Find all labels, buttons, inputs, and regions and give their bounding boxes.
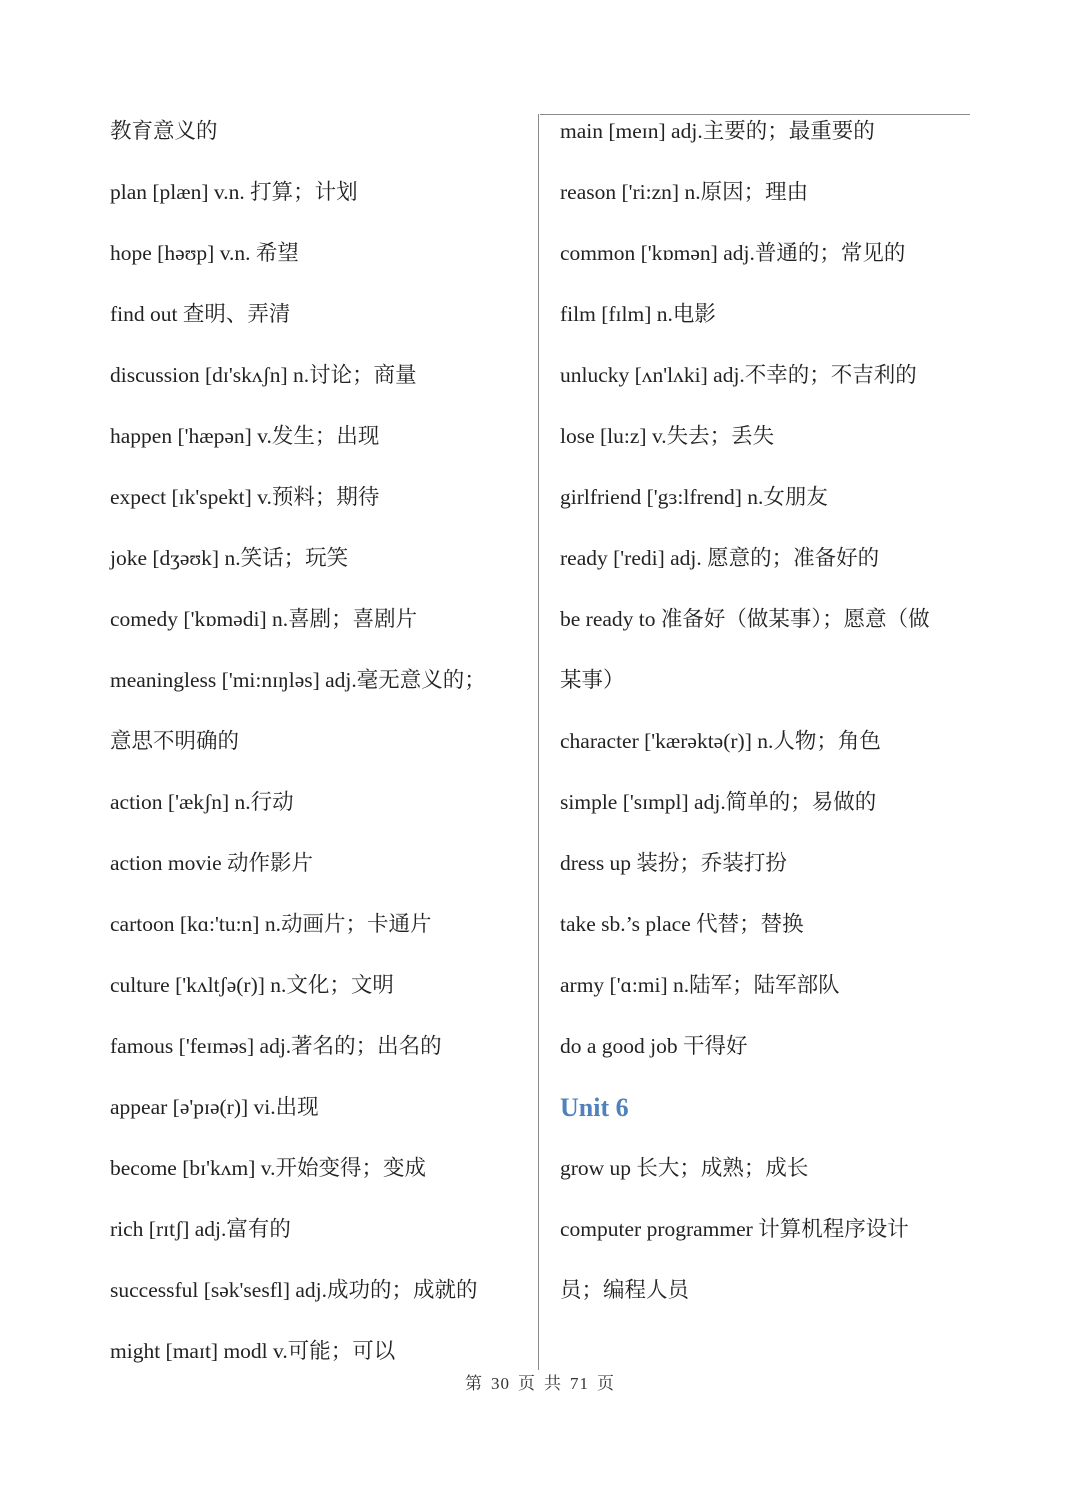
- vocab-line: [560, 833, 975, 894]
- vocab-text: rich [rɪtʃ] adj.富有的: [110, 1217, 291, 1241]
- vocab-line: [560, 406, 975, 467]
- vocab-line: [110, 1077, 530, 1138]
- vocab-text: joke [dʒəʊk] n.笑话；玩笑: [110, 546, 349, 570]
- vocab-line: [560, 1199, 975, 1260]
- vocab-text: action movie 动作影片: [110, 851, 314, 875]
- page-footer: [0, 1369, 1080, 1394]
- vocab-text: ready ['redi] adj. 愿意的；准备好的: [560, 546, 880, 570]
- vocab-text: 某事）: [560, 668, 625, 692]
- vocab-text: take sb.’s place 代替；替换: [560, 912, 804, 936]
- vocab-text: meaningless ['mi:nɪŋləs] adj.毫无意义的；: [110, 668, 486, 692]
- vocab-text: culture ['kʌltʃə(r)] n.文化；文明: [110, 973, 394, 997]
- vocab-text: army ['ɑ:mi] n.陆军；陆军部队: [560, 973, 840, 997]
- footer-prefix: 第: [465, 1374, 483, 1393]
- vocab-line: [110, 101, 530, 162]
- vocab-line: [110, 894, 530, 955]
- vocab-text: film [fɪlm] n.电影: [560, 302, 716, 326]
- vocab-line: [560, 284, 975, 345]
- vocab-text: find out 查明、弄清: [110, 302, 291, 326]
- vocab-text: do a good job 干得好: [560, 1034, 748, 1058]
- vocab-line: [560, 528, 975, 589]
- vocab-line: [110, 467, 530, 528]
- vocab-text: 教育意义的: [110, 119, 218, 143]
- vocab-line: [560, 223, 975, 284]
- vocab-text: dress up 装扮；乔装打扮: [560, 851, 787, 875]
- vocab-line: [110, 1199, 530, 1260]
- vocab-line: [110, 223, 530, 284]
- vocab-text: become [bɪ'kʌm] v.开始变得；变成: [110, 1156, 426, 1180]
- vocab-text: simple ['sɪmpl] adj.简单的；易做的: [560, 790, 877, 814]
- vocab-text: character ['kærəktə(r)] n.人物；角色: [560, 729, 881, 753]
- vocab-text: 员；编程人员: [560, 1278, 690, 1302]
- vocab-text: happen ['hæpən] v.发生；出现: [110, 424, 380, 448]
- vocab-line: [110, 345, 530, 406]
- vocab-line: [560, 650, 975, 711]
- vocab-line: [110, 589, 530, 650]
- vocab-line: [110, 284, 530, 345]
- vocab-line: [560, 101, 975, 162]
- vocab-line: [560, 955, 975, 1016]
- vocab-text: be ready to 准备好（做某事）；愿意（做: [560, 607, 930, 631]
- vocab-line: [110, 528, 530, 589]
- vocab-line: [110, 1260, 530, 1321]
- vocab-line: [110, 650, 530, 711]
- footer-total-unit: 页: [597, 1374, 615, 1393]
- vocab-text: action ['ækʃn] n.行动: [110, 790, 294, 814]
- vocab-text: grow up 长大；成熟；成长: [560, 1156, 809, 1180]
- vocab-line: [110, 406, 530, 467]
- vocab-line: [560, 589, 975, 650]
- vocab-line: [560, 1138, 975, 1199]
- vocab-text: hope [həʊp] v.n. 希望: [110, 241, 299, 265]
- vocab-text: computer programmer 计算机程序设计: [560, 1217, 909, 1241]
- vocab-line: [110, 1138, 530, 1199]
- unit-heading: Unit 6: [560, 1093, 629, 1122]
- vocab-line: [560, 1016, 975, 1077]
- section-heading-line: [560, 1077, 975, 1138]
- vocab-line: [560, 467, 975, 528]
- vocab-text: cartoon [kɑ:'tu:n] n.动画片；卡通片: [110, 912, 432, 936]
- vocab-text: common ['kɒmən] adj.普通的；常见的: [560, 241, 906, 265]
- vocab-text: lose [lu:z] v.失去；丢失: [560, 424, 775, 448]
- vocab-line: [560, 345, 975, 406]
- vocab-text: might [maɪt] modl v.可能；可以: [110, 1339, 396, 1363]
- vocab-text: girlfriend ['gɜ:lfrend] n.女朋友: [560, 485, 828, 509]
- vocab-line: [110, 772, 530, 833]
- total-page-count: 71: [570, 1374, 589, 1393]
- current-page-number: 30: [491, 1374, 510, 1393]
- vocab-line: [560, 711, 975, 772]
- right-column: [560, 101, 975, 1321]
- vocab-text: discussion [dɪ'skʌʃn] n.讨论；商量: [110, 363, 417, 387]
- vocab-line: [110, 833, 530, 894]
- vocab-line: [110, 955, 530, 1016]
- vocab-text: reason ['ri:zn] n.原因；理由: [560, 180, 809, 204]
- vocab-line: [110, 711, 530, 772]
- vocab-line: [560, 162, 975, 223]
- vocab-text: appear [ə'pɪə(r)] vi.出现: [110, 1095, 319, 1119]
- vocab-line: [560, 1260, 975, 1321]
- footer-page-unit: 页: [518, 1374, 536, 1393]
- left-column: [110, 101, 530, 1382]
- vocab-text: famous ['feɪməs] adj.著名的；出名的: [110, 1034, 442, 1058]
- vocab-line: [560, 894, 975, 955]
- vocab-text: successful [sək'sesfl] adj.成功的；成就的: [110, 1278, 478, 1302]
- vocab-text: plan [plæn] v.n. 打算；计划: [110, 180, 358, 204]
- vocab-line: [110, 1016, 530, 1077]
- vocab-text: main [meɪn] adj.主要的；最重要的: [560, 119, 875, 143]
- vocab-line: [560, 772, 975, 833]
- vocab-text: comedy ['kɒmədi] n.喜剧；喜剧片: [110, 607, 418, 631]
- footer-total-prefix: 共: [544, 1374, 562, 1393]
- vocab-line: [110, 162, 530, 223]
- column-divider: [538, 114, 539, 1370]
- vocab-text: unlucky [ʌn'lʌki] adj.不幸的；不吉利的: [560, 363, 917, 387]
- vocab-text: 意思不明确的: [110, 729, 240, 753]
- vocab-text: expect [ɪk'spekt] v.预料；期待: [110, 485, 380, 509]
